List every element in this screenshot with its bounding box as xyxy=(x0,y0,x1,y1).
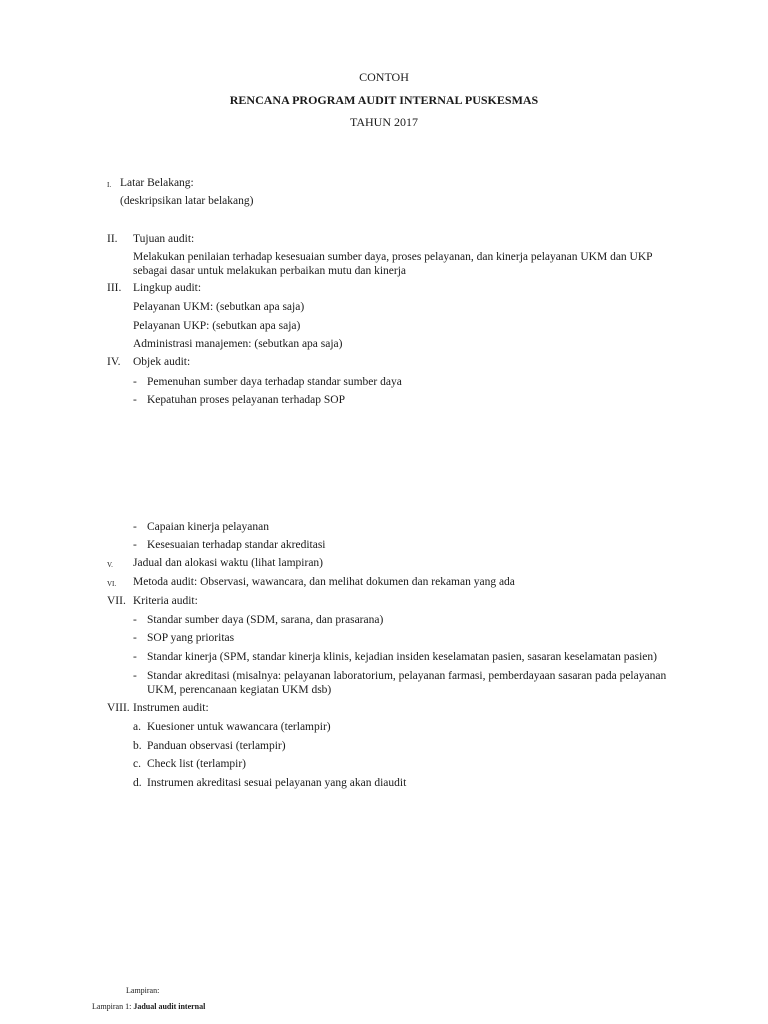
section-2-text-line1: Melakukan penilaian terhadap kesesuaian sumber daya, proses pelayanan, dan kinerja pelayanan UKM dan UKP xyxy=(133,251,653,263)
section-8-item: Panduan observasi (terlampir) xyxy=(147,740,286,752)
section-3-title: Lingkup audit: xyxy=(133,282,202,294)
bullet-dash: - xyxy=(133,651,137,663)
bullet-dash: - xyxy=(133,539,137,551)
section-4-number: IV. xyxy=(107,356,121,368)
section-4-item: Kepatuhan proses pelayanan terhadap SOP xyxy=(147,394,345,406)
footer-lampiran-1-prefix: Lampiran 1: xyxy=(92,1002,134,1011)
section-2-title: Tujuan audit: xyxy=(133,233,195,245)
section-7-item-continuation: UKM, perencanaan kegiatan UKM dsb) xyxy=(147,684,332,696)
section-3-item: Administrasi manajemen: (sebutkan apa saja) xyxy=(133,338,343,350)
section-5-title: Jadual dan alokasi waktu (lihat lampiran) xyxy=(133,557,324,569)
bullet-dash: - xyxy=(133,394,137,406)
bullet-dash: - xyxy=(133,632,137,644)
header-contoh: CONTOH xyxy=(359,70,409,84)
section-4-title: Objek audit: xyxy=(133,356,191,368)
section-2-text-line2: sebagai dasar untuk melakukan perbaikan mutu dan kinerja xyxy=(133,265,407,277)
bullet-dash: - xyxy=(133,670,137,682)
section-7-item: Standar sumber daya (SDM, sarana, dan prasarana) xyxy=(147,614,384,626)
list-marker: b. xyxy=(133,740,142,752)
section-3-item: Pelayanan UKM: (sebutkan apa saja) xyxy=(133,301,305,313)
list-marker: d. xyxy=(133,777,142,789)
bullet-dash: - xyxy=(133,521,137,533)
footer-lampiran: Lampiran: xyxy=(126,986,160,995)
section-7-number: VII. xyxy=(107,595,126,607)
section-4-item: Pemenuhan sumber daya terhadap standar sumber daya xyxy=(147,376,402,388)
section-7-item: Standar kinerja (SPM, standar kinerja klinis, kejadian insiden keselamatan pasien, sasaran keselamatan pasien) xyxy=(147,651,657,663)
section-8-number: VIII. xyxy=(107,702,130,714)
section-7-item: Standar akreditasi (misalnya: pelayanan laboratorium, pelayanan farmasi, pemberdayaan sasaran pada pelayanan xyxy=(147,670,667,682)
section-3-number: III. xyxy=(107,282,122,294)
section-1-desc: (deskripsikan latar belakang) xyxy=(120,195,254,207)
section-7-title: Kriteria audit: xyxy=(133,595,198,607)
footer-lampiran-1-title: Jadual audit internal xyxy=(133,1002,206,1011)
section-1-title: Latar Belakang: xyxy=(120,177,194,189)
section-8-item: Kuesioner untuk wawancara (terlampir) xyxy=(147,721,331,733)
bullet-dash: - xyxy=(133,376,137,388)
section-6-title: Metoda audit: Observasi, wawancara, dan melihat dokumen dan rekaman yang ada xyxy=(133,576,515,588)
section-4-item: Kesesuaian terhadap standar akreditasi xyxy=(147,539,326,551)
section-2-number: II. xyxy=(107,233,118,245)
section-8-item: Check list (terlampir) xyxy=(147,758,246,770)
section-1-number: I. xyxy=(107,181,112,189)
document-title: RENCANA PROGRAM AUDIT INTERNAL PUSKESMAS xyxy=(229,93,539,107)
section-4-item: Capaian kinerja pelayanan xyxy=(147,521,269,533)
footer-lampiran-1 xyxy=(92,1002,205,1012)
section-8-title: Instrumen audit: xyxy=(133,702,209,714)
section-3-item: Pelayanan UKP: (sebutkan apa saja) xyxy=(133,320,301,332)
list-marker: c. xyxy=(133,758,141,770)
section-6-number: VI. xyxy=(107,580,117,588)
section-5-number: V. xyxy=(107,561,113,569)
section-8-item: Instrumen akreditasi sesuai pelayanan yang akan diaudit xyxy=(147,777,407,789)
header-year: TAHUN 2017 xyxy=(349,115,419,129)
section-7-item: SOP yang prioritas xyxy=(147,632,235,644)
list-marker: a. xyxy=(133,721,141,733)
bullet-dash: - xyxy=(133,614,137,626)
